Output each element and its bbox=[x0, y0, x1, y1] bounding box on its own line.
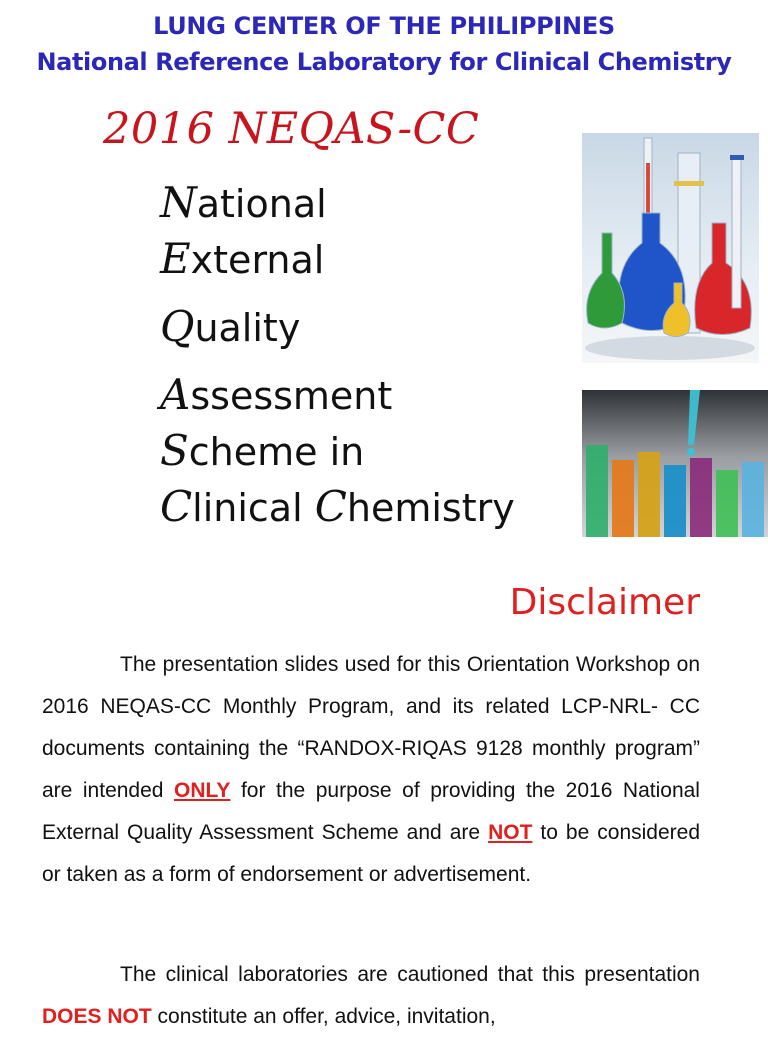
acronym-rest: cheme in bbox=[188, 430, 365, 474]
acronym-line-quality bbox=[160, 302, 300, 351]
disclaimer-heading: Disclaimer bbox=[509, 582, 700, 623]
paragraph-text: to be considered or taken as a form of endorsement or advertisement. bbox=[42, 821, 701, 886]
paragraph-text: for the purpose of providing the 2016 National External Quality Assessment Scheme and are bbox=[42, 779, 700, 844]
acronym-capital: E bbox=[160, 234, 191, 283]
test-tubes-pipette-photo bbox=[582, 390, 768, 537]
institution-name: LUNG CENTER OF THE PHILIPPINES bbox=[153, 12, 615, 40]
flasks-illustration bbox=[582, 133, 759, 363]
acronym-capital: Q bbox=[160, 302, 195, 351]
emphasis-not: NOT bbox=[488, 821, 533, 844]
acronym-capital: S bbox=[160, 426, 189, 475]
acronym-capital: C bbox=[160, 482, 193, 531]
acronym-line-clinical-chemistry bbox=[160, 482, 515, 531]
test-tubes-illustration bbox=[582, 390, 768, 537]
acronym-line-external bbox=[160, 234, 324, 283]
acronym-rest: ssessment bbox=[190, 374, 393, 418]
acronym-capital: C bbox=[314, 482, 347, 531]
paragraph-text: constitute an offer, advice, invitation, bbox=[151, 1005, 496, 1028]
paragraph-text: The presentation slides used for this Orientation Workshop on 2016 NEQAS-CC Monthly Program, and its related LCP-NRL- CC documents containing the “RANDOX-RIQAS 9128 monthly program” are intended bbox=[42, 653, 700, 802]
acronym-rest: uality bbox=[194, 306, 301, 350]
disclaimer-paragraph-1 bbox=[42, 644, 700, 896]
acronym-rest: xternal bbox=[190, 238, 325, 282]
emphasis-only: ONLY bbox=[174, 779, 231, 802]
acronym-line-assessment bbox=[160, 370, 392, 419]
acronym-rest: ational bbox=[196, 182, 327, 226]
acronym-line-scheme bbox=[160, 426, 364, 475]
acronym-capital: A bbox=[160, 370, 191, 419]
acronym-capital: N bbox=[160, 178, 197, 227]
paragraph-text: The clinical laboratories are cautioned that this presentation bbox=[120, 963, 700, 986]
acronym-line-national bbox=[160, 178, 327, 227]
laboratory-name: National Reference Laboratory for Clinical Chemistry bbox=[36, 48, 732, 76]
laboratory-flasks-photo bbox=[582, 133, 759, 363]
acronym-rest: linical bbox=[192, 486, 315, 530]
disclaimer-paragraph-2 bbox=[42, 954, 700, 1038]
emphasis-does-not: DOES NOT bbox=[42, 1005, 152, 1028]
program-title: 2016 NEQAS-CC bbox=[103, 104, 480, 154]
acronym-rest: hemistry bbox=[346, 486, 515, 530]
